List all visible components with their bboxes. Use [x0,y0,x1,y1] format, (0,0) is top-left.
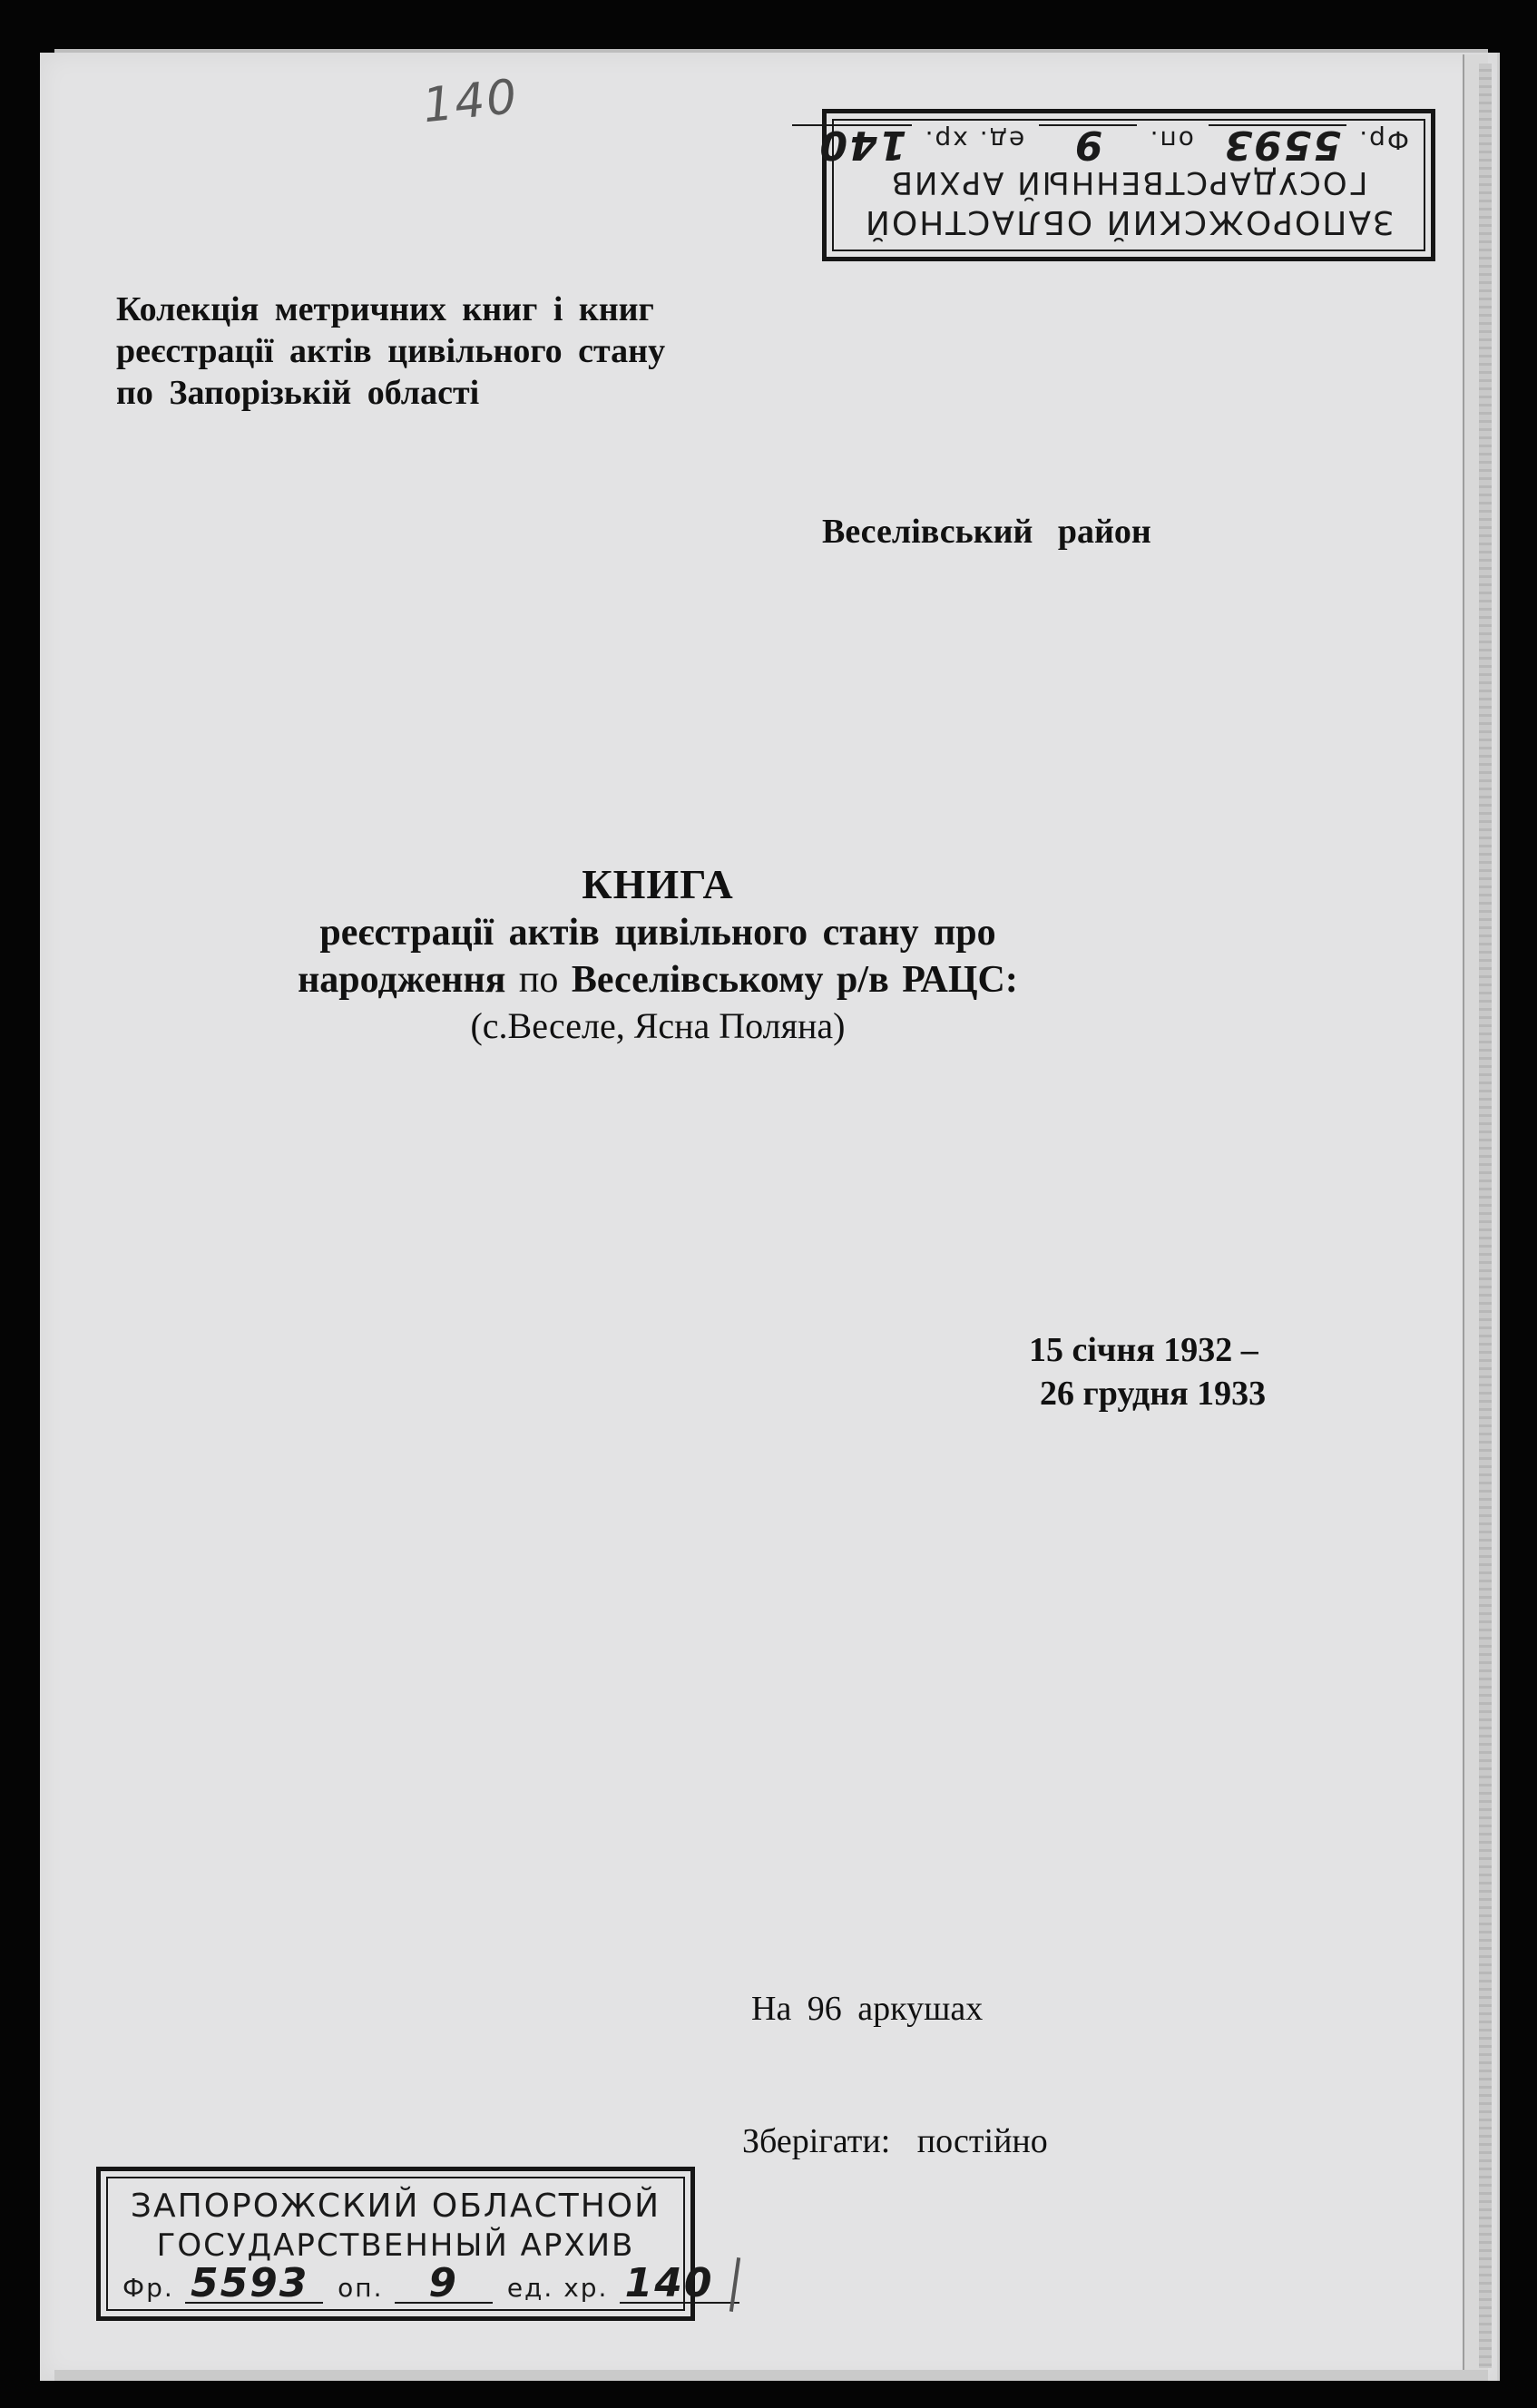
stamp-item-label: ед. хр. [923,125,1025,155]
storage-period: Зберігати: постійно [742,2122,1048,2160]
book-title: КНИГА [582,861,734,907]
preposition: по [518,959,559,1001]
stamp-item-number: 140 [620,2266,739,2304]
stamp-reference-line [817,122,1431,168]
district-name: Веселівський район [822,513,1151,551]
archive-stamp-top [817,109,1435,261]
collection-line-3: по Запорізькій області [116,374,480,412]
stamp-archive-name-line2: ГОСУДАРСТВЕННЫЙ АРХИВ [889,164,1368,201]
archive-stamp-bottom [96,2167,714,2321]
stamp-fond-number: 5593 [185,2266,323,2304]
collection-line-2: реєстрації актів цивільного стану [116,332,666,370]
stamp-fond-label: Фр. [122,2273,174,2303]
stamp-opis-number: 9 [1039,124,1137,162]
collection-heading [116,289,665,414]
binding-edge [1479,64,1492,2368]
stamp-archive-name-line1: ЗАПОРОЖСКИЙ ОБЛАСТНОЙ [863,203,1395,240]
book-title-block [136,860,1180,1049]
page-bottom-edge [54,2370,1488,2381]
stamp-reference-line [101,2260,714,2306]
stamp-opis-number: 9 [395,2266,493,2304]
book-title-line-3 [136,956,1180,1003]
book-subtitle: реєстрації актів цивільного стану про [319,912,996,954]
record-type: народження [298,959,506,1001]
collection-line-1: Колекція метричних книг і книг [116,290,654,328]
stamp-opis-label: оп. [1148,125,1194,155]
date-range [1029,1328,1266,1415]
stamp-archive-name-line1: ЗАПОРОЖСКИЙ ОБЛАСТНОЙ [130,2188,661,2225]
handwritten-page-number: 140 [420,69,522,134]
stamp-opis-label: оп. [338,2273,384,2303]
registry-office: Веселівському р/в РАЦС: [571,959,1018,1001]
date-to: 26 грудня 1933 [1040,1375,1267,1413]
stamp-item-number: 140 [792,124,912,162]
stamp-fond-label: Фр. [1357,125,1409,155]
villages: (с.Веселе, Ясна Поляна) [470,1005,846,1046]
stamp-fond-number: 5593 [1209,124,1346,162]
sheet-count: На 96 аркушах [751,1990,984,2028]
stamp-archive-name-line2: ГОСУДАРСТВЕННЫЙ АРХИВ [156,2227,635,2264]
stamp-item-label: ед. хр. [506,2273,609,2303]
date-from: 15 січня 1932 – [1029,1331,1258,1369]
